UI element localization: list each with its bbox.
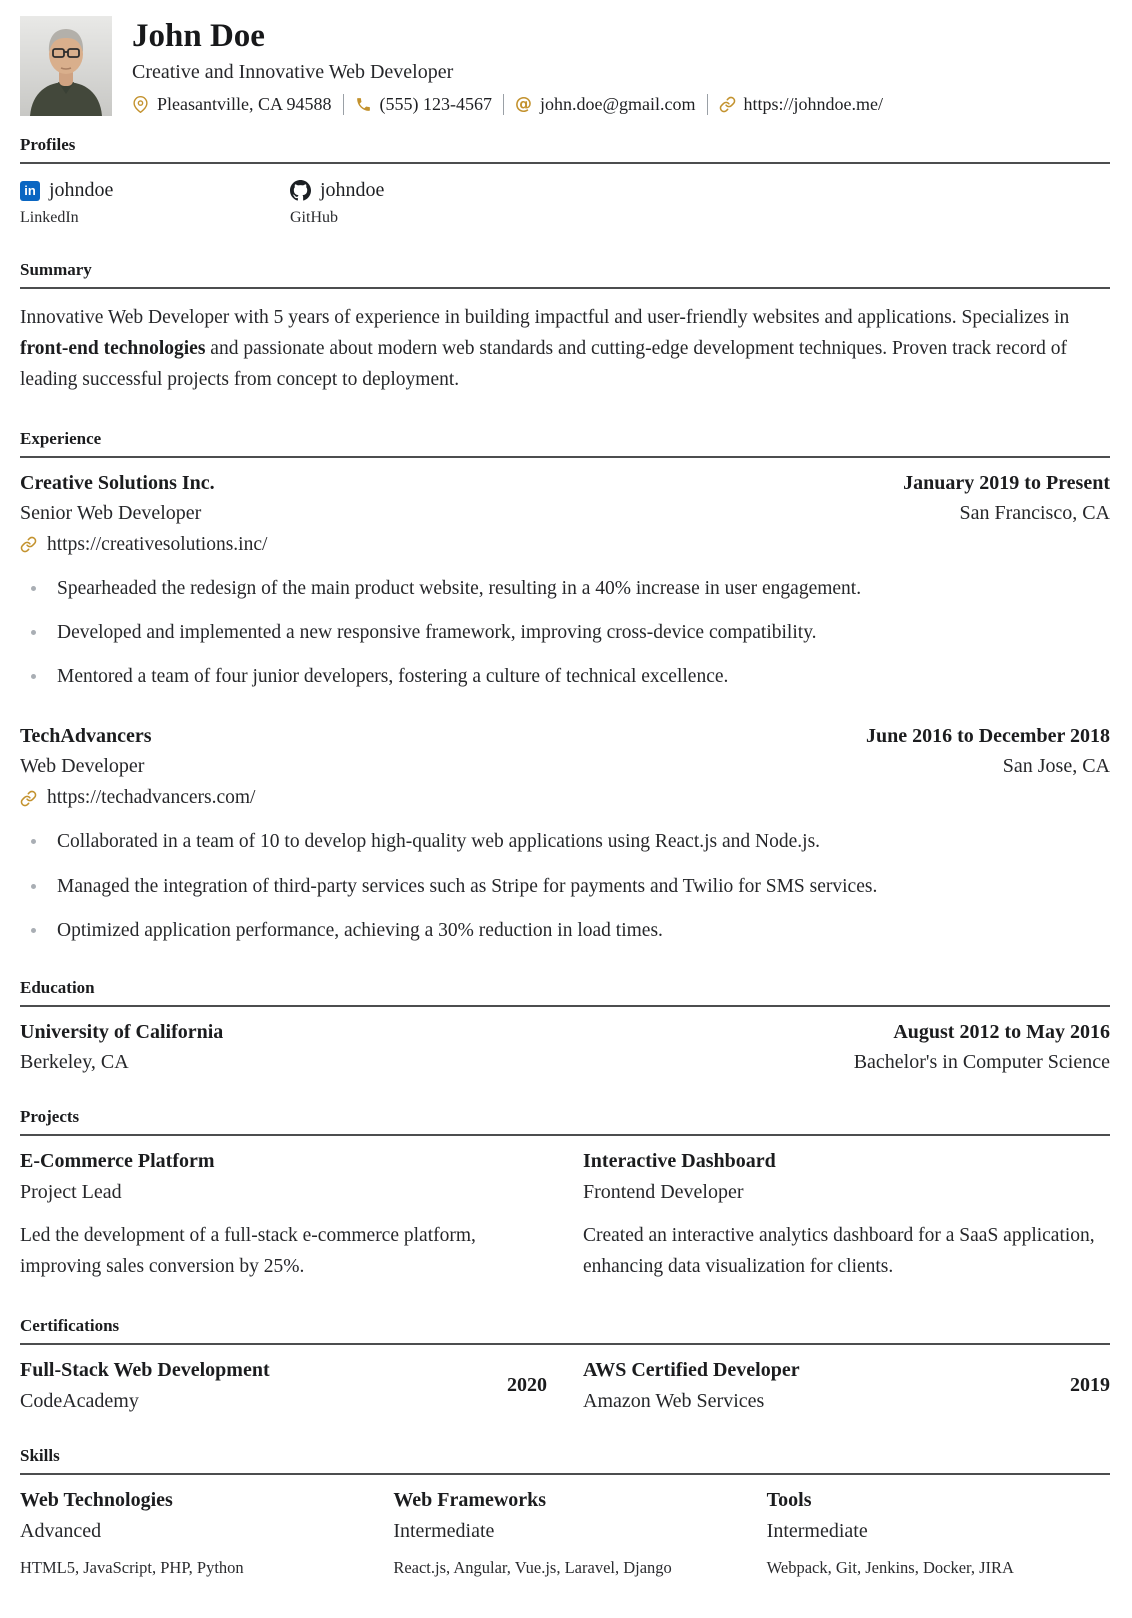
skill-level: Intermediate <box>766 1519 868 1542</box>
link-icon <box>20 536 37 553</box>
job-location: San Jose, CA <box>1002 755 1110 778</box>
skill-name: Web Frameworks <box>393 1488 547 1511</box>
profiles-title: Profiles <box>20 135 1110 164</box>
location-icon <box>132 96 149 113</box>
company-name: TechAdvancers <box>20 725 152 748</box>
section-profiles <box>20 135 1110 227</box>
contact-location <box>132 94 332 115</box>
certification-year: 2019 <box>1070 1374 1110 1397</box>
contact-separator <box>503 94 504 115</box>
summary-text-after: and passionate about modern web standards and cutting-edge development techniques. Proven track record of leading successful projects from concept to deployment. <box>20 338 1067 391</box>
skill-name: Tools <box>766 1488 812 1511</box>
section-experience <box>20 429 1110 946</box>
experience-bullet: Mentored a team of four junior developers, fostering a culture of technical excellence. <box>57 663 1110 691</box>
profile-linkedin-top <box>20 179 290 202</box>
section-certifications <box>20 1316 1110 1413</box>
degree: Bachelor's in Computer Science <box>853 1051 1110 1074</box>
contact-website-text[interactable]: https://johndoe.me/ <box>743 93 884 114</box>
github-icon <box>290 180 311 201</box>
link-icon <box>20 790 37 807</box>
project-name: Interactive Dashboard <box>583 1150 776 1173</box>
experience-entry-row <box>20 755 1110 778</box>
experience-bullet: Developed and implemented a new responsive framework, improving cross-device compatibility. <box>57 619 1110 647</box>
company-url[interactable]: https://creativesolutions.inc/ <box>47 533 268 555</box>
education-entry-row <box>20 1021 1110 1044</box>
job-position: Senior Web Developer <box>20 501 202 524</box>
skill-level: Advanced <box>20 1519 102 1542</box>
employment-dates: June 2016 to December 2018 <box>865 725 1110 748</box>
contact-email <box>515 94 696 115</box>
skill-level: Intermediate <box>393 1519 495 1542</box>
skill-item <box>20 1489 363 1578</box>
section-projects <box>20 1107 1110 1282</box>
education-dates: August 2012 to May 2016 <box>893 1021 1110 1044</box>
contact-row <box>132 94 883 115</box>
experience-bullet: Spearheaded the redesign of the main product website, resulting in a 40% increase in user engagement. <box>57 575 1110 603</box>
skill-name: Web Technologies <box>20 1488 173 1511</box>
experience-entry <box>20 472 1110 692</box>
phone-icon <box>355 96 372 113</box>
company-name: Creative Solutions Inc. <box>20 471 215 494</box>
avatar <box>20 16 112 116</box>
skill-keywords: React.js, Angular, Vue.js, Laravel, Django <box>393 1557 672 1577</box>
summary-title: Summary <box>20 260 1110 289</box>
project-item <box>20 1150 547 1282</box>
candidate-headline: Creative and Innovative Web Developer <box>132 60 454 83</box>
avatar-photo <box>20 16 112 116</box>
education-entry <box>20 1021 1110 1074</box>
certification-issuer: Amazon Web Services <box>583 1389 765 1412</box>
certification-year: 2020 <box>507 1374 547 1397</box>
project-role: Frontend Developer <box>583 1181 744 1204</box>
profile-linkedin-username[interactable]: johndoe <box>49 179 114 201</box>
contact-email-text[interactable]: john.doe@gmail.com <box>539 93 696 114</box>
school-name: University of California <box>20 1021 224 1044</box>
company-url[interactable]: https://techadvancers.com/ <box>47 787 256 809</box>
section-skills <box>20 1446 1110 1578</box>
header-text <box>132 16 883 115</box>
experience-bullet: Managed the integration of third-party services such as Stripe for payments and Twilio for SMS services. <box>57 873 1110 901</box>
certification-info <box>583 1359 800 1413</box>
experience-entry-row <box>20 725 1110 748</box>
skill-keywords: Webpack, Git, Jenkins, Docker, JIRA <box>766 1557 1014 1577</box>
certification-item <box>20 1359 547 1413</box>
certification-name: AWS Certified Developer <box>583 1358 800 1381</box>
job-position: Web Developer <box>20 755 145 778</box>
contact-separator <box>707 94 708 115</box>
certification-item <box>583 1359 1110 1413</box>
contact-separator <box>343 94 344 115</box>
education-title: Education <box>20 978 1110 1007</box>
project-description: Created an interactive analytics dashboard for a SaaS application, enhancing data visualization for clients. <box>583 1225 1095 1278</box>
profile-github-username[interactable]: johndoe <box>320 179 385 201</box>
experience-bullet: Optimized application performance, achieving a 30% reduction in load times. <box>57 917 1110 945</box>
profile-github <box>290 179 560 227</box>
certifications-title: Certifications <box>20 1316 1110 1345</box>
section-summary <box>20 260 1110 396</box>
employment-dates: January 2019 to Present <box>903 471 1110 494</box>
skill-item <box>393 1489 736 1578</box>
section-education <box>20 978 1110 1074</box>
projects-title: Projects <box>20 1107 1110 1136</box>
certification-name: Full-Stack Web Development <box>20 1358 270 1381</box>
at-icon: @ <box>514 93 532 114</box>
experience-bullet: Collaborated in a team of 10 to develop high-quality web applications using React.js and Node.js. <box>57 828 1110 856</box>
summary-text-before: Innovative Web Developer with 5 years of experience in building impactful and user-friendly websites and applications. Specializes in <box>20 307 1070 328</box>
project-item <box>583 1150 1110 1282</box>
project-role: Project Lead <box>20 1181 122 1204</box>
company-url-row <box>20 534 1110 556</box>
contact-phone-text[interactable]: (555) 123-4567 <box>379 93 492 114</box>
skills-grid <box>20 1489 1110 1578</box>
experience-entry-row <box>20 502 1110 525</box>
experience-entry-row <box>20 472 1110 495</box>
job-location: San Francisco, CA <box>959 501 1110 524</box>
certification-issuer: CodeAcademy <box>20 1389 139 1412</box>
company-url-row <box>20 787 1110 809</box>
certifications-grid <box>20 1359 1110 1413</box>
experience-title: Experience <box>20 429 1110 458</box>
experience-bullets <box>20 828 1110 945</box>
skills-title: Skills <box>20 1446 1110 1475</box>
project-description: Led the development of a full-stack e-commerce platform, improving sales conversion by 25%. <box>20 1225 476 1278</box>
project-name: E-Commerce Platform <box>20 1150 215 1173</box>
school-location: Berkeley, CA <box>20 1051 129 1074</box>
contact-location-text: Pleasantville, CA 94588 <box>157 93 332 114</box>
summary-text <box>20 302 1110 396</box>
contact-phone <box>355 94 492 115</box>
skill-item <box>767 1489 1110 1578</box>
resume-header <box>20 16 1110 116</box>
candidate-name: John Doe <box>132 18 265 54</box>
education-entry-row <box>20 1051 1110 1074</box>
profile-github-top <box>290 179 560 202</box>
projects-grid <box>20 1150 1110 1282</box>
certification-info <box>20 1359 270 1413</box>
experience-entry <box>20 725 1110 945</box>
linkedin-icon: in <box>20 181 40 201</box>
profiles-row <box>20 179 1110 227</box>
link-icon <box>719 96 736 113</box>
summary-text-bold: front-end technologies <box>20 338 206 360</box>
experience-bullets <box>20 575 1110 692</box>
profile-linkedin <box>20 179 290 227</box>
profile-github-network: GitHub <box>290 209 338 226</box>
profile-linkedin-network: LinkedIn <box>20 209 79 226</box>
skill-keywords: HTML5, JavaScript, PHP, Python <box>20 1557 244 1577</box>
contact-website <box>719 94 884 115</box>
